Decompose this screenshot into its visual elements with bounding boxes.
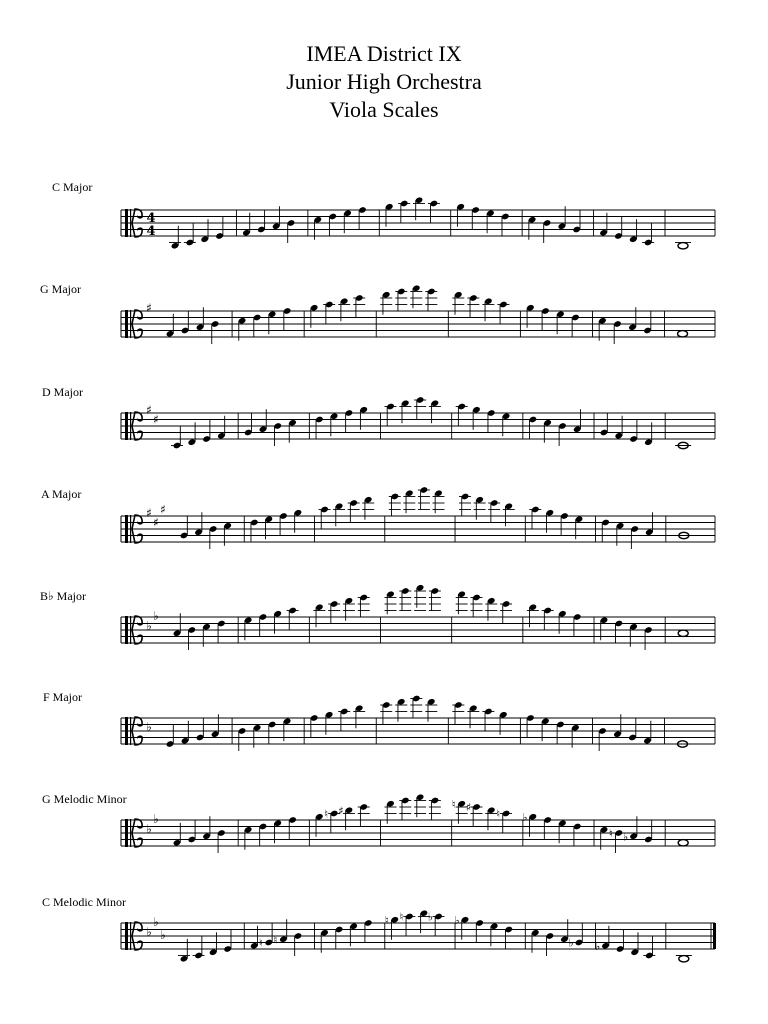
natural-icon: ♮ bbox=[399, 910, 404, 924]
staff-3 bbox=[121, 486, 715, 549]
title-line-1: IMEA District IX bbox=[306, 41, 462, 66]
sharp-icon: ♯ bbox=[146, 300, 152, 315]
title-line-3: Viola Scales bbox=[329, 97, 439, 122]
scale-label-g-melodic-minor: G Melodic Minor bbox=[42, 792, 127, 806]
scale-label-f-major: F Major bbox=[43, 690, 82, 704]
flat-icon: ♭ bbox=[146, 618, 152, 633]
sharp-icon: ♯ bbox=[465, 801, 472, 814]
scale-label-bflat-major: B♭ Major bbox=[40, 589, 86, 603]
final-barline-thick bbox=[713, 923, 716, 949]
flat-icon: ♭ bbox=[594, 939, 601, 953]
flat-icon: ♭ bbox=[153, 915, 159, 929]
flat-icon: ♭ bbox=[568, 936, 574, 950]
flat-icon: ♭ bbox=[153, 812, 159, 826]
scale-label-c-major: C Major bbox=[52, 180, 93, 194]
flat-icon: ♭ bbox=[146, 924, 152, 939]
staff-7 bbox=[121, 909, 716, 962]
scale-label-a-major: A Major bbox=[41, 487, 82, 501]
title-line-2: Junior High Orchestra bbox=[286, 69, 482, 94]
sharp-icon: ♯ bbox=[160, 502, 166, 517]
staff-1 bbox=[121, 284, 715, 344]
natural-icon: ♮ bbox=[384, 913, 389, 927]
flat-icon: ♭ bbox=[427, 910, 434, 924]
flat-icon: ♭ bbox=[522, 810, 528, 824]
scale-label-d-major: D Major bbox=[42, 385, 83, 399]
flat-icon: ♭ bbox=[160, 928, 166, 942]
natural-icon: ♮ bbox=[451, 797, 456, 811]
natural-icon: ♮ bbox=[273, 933, 278, 947]
whole-note bbox=[679, 956, 689, 962]
sharp-icon: ♯ bbox=[153, 515, 159, 530]
sharp-icon: ♯ bbox=[153, 412, 159, 427]
staff-4 bbox=[121, 584, 715, 650]
whole-note bbox=[678, 243, 688, 249]
natural-icon: ♮ bbox=[496, 807, 501, 821]
whole-note bbox=[678, 840, 688, 846]
natural-icon: ♮ bbox=[608, 827, 613, 840]
flat-icon: ♭ bbox=[146, 821, 152, 836]
sharp-icon: ♯ bbox=[146, 505, 152, 520]
sharp-icon: ♯ bbox=[338, 804, 344, 818]
whole-note bbox=[678, 331, 688, 337]
staff-6 bbox=[121, 793, 715, 853]
sharp-icon: ♯ bbox=[146, 402, 152, 417]
natural-icon: ♮ bbox=[258, 936, 263, 950]
flat-icon: ♭ bbox=[146, 719, 152, 734]
staff-0 bbox=[121, 196, 715, 249]
time-signature-bottom: 4 bbox=[146, 224, 156, 239]
flat-icon: ♭ bbox=[153, 609, 159, 623]
natural-icon: ♮ bbox=[324, 807, 329, 821]
flat-icon: ♭ bbox=[622, 830, 629, 844]
flat-icon: ♭ bbox=[454, 913, 460, 927]
time-signature-top: 4 bbox=[146, 211, 156, 226]
scale-label-g-major: G Major bbox=[40, 282, 81, 296]
scale-label-c-melodic-minor: C Melodic Minor bbox=[42, 895, 126, 909]
staff-2 bbox=[121, 396, 715, 449]
whole-note bbox=[678, 630, 688, 636]
staff-5 bbox=[121, 695, 715, 751]
